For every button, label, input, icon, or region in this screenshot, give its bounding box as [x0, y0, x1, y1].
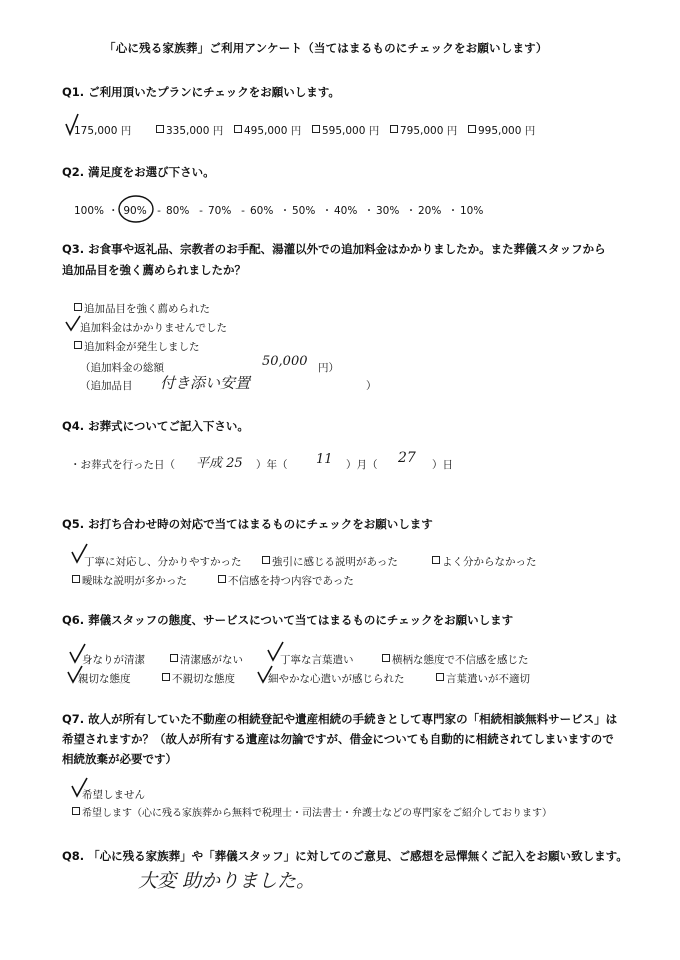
- q4-year-label: ）年（: [256, 459, 288, 471]
- q8-answer[interactable]: 大変 助かりました。: [138, 870, 316, 892]
- q2-option-60[interactable]: 60%: [250, 205, 274, 217]
- checkbox[interactable]: [156, 125, 164, 133]
- checkbox[interactable]: [74, 341, 82, 349]
- q4-era-year[interactable]: 平成 25: [196, 456, 243, 471]
- q3-label-line2: 追加品目を強く薦められましたか？: [62, 263, 246, 277]
- q7-label-line2: 希望されますか？（故人が所有する遺産は勿論ですが、借金についても自動的に相続されてしまいますので: [62, 732, 614, 746]
- q3-total-unit: 円）: [318, 362, 339, 374]
- q3-option-no-extra[interactable]: 追加料金はかかりませんでした: [80, 322, 227, 334]
- checkbox[interactable]: [234, 125, 242, 133]
- checkbox[interactable]: [382, 654, 390, 662]
- q4-prefix: ・お葬式を行った日（: [70, 459, 175, 471]
- q1-option-595000[interactable]: 595,000 円: [312, 123, 390, 138]
- checkbox[interactable]: [468, 125, 476, 133]
- q2-option-40[interactable]: 40%: [334, 205, 358, 217]
- q6-option-bad-speech[interactable]: 言葉遣いが不適切: [436, 671, 530, 686]
- q1-option-175000[interactable]: 175,000 円: [74, 125, 132, 137]
- q3-label-line1: Q3. お食事や返礼品、宗教者のお手配、湯灌以外での追加料金はかかりましたか。また葬儀スタッフから: [62, 242, 606, 256]
- q6-option-attentive[interactable]: 細やかな心遣いが感じられた: [268, 673, 405, 685]
- checkbox[interactable]: [390, 125, 398, 133]
- q2-label: Q2. 満足度をお選び下さい。: [62, 165, 215, 179]
- q6-option-kind[interactable]: 親切な態度: [78, 673, 131, 685]
- checkbox[interactable]: [436, 673, 444, 681]
- q2-option-10[interactable]: 10%: [460, 205, 484, 217]
- q1-option-495000[interactable]: 495,000 円: [234, 123, 312, 138]
- q5-option-vague[interactable]: 曖昧な説明が多かった: [72, 573, 187, 588]
- q1-option-995000[interactable]: 995,000 円: [468, 123, 546, 138]
- q3-item-close: ）: [366, 380, 377, 392]
- q2-option-80[interactable]: 80%: [166, 205, 190, 217]
- q5-option-polite[interactable]: 丁寧に対応し、分かりやすかった: [84, 556, 242, 568]
- q2-selection-circle: [116, 193, 156, 225]
- q6-option-clean[interactable]: 身なりが清潔: [82, 654, 145, 666]
- q6-option-unkind[interactable]: 不親切な態度: [162, 671, 235, 686]
- q3-option-extra-occurred[interactable]: 追加料金が発生しました: [74, 339, 200, 354]
- checkbox[interactable]: [262, 556, 270, 564]
- q3-item-label: （追加品目: [80, 380, 133, 392]
- survey-title: 「心に残る家族葬」ご利用アンケート（当てはまるものにチェックをお願いします）: [104, 41, 548, 55]
- checkbox[interactable]: [432, 556, 440, 564]
- q6-option-arrogant[interactable]: 横柄な態度で不信感を感じた: [382, 652, 529, 667]
- q8-label: Q8. 「心に残る家族葬」や「葬儀スタッフ」に対してのご意見、ご感想を忌憚無くご記入をお願い致します。: [62, 849, 628, 863]
- checkbox[interactable]: [74, 303, 82, 311]
- checkbox[interactable]: [162, 673, 170, 681]
- q4-month-label: ）月（: [346, 459, 378, 471]
- q1-option-335000[interactable]: 335,000 円: [156, 123, 234, 138]
- q2-option-50[interactable]: 50%: [292, 205, 316, 217]
- q1-options: [74, 123, 546, 138]
- q7-label-line3: 相続放棄が必要です）: [62, 752, 177, 766]
- checkbox[interactable]: [170, 654, 178, 662]
- q4-day[interactable]: 27: [398, 450, 416, 466]
- q2-option-100[interactable]: 100%: [74, 205, 105, 217]
- q7-option-decline[interactable]: 希望しません: [82, 789, 145, 801]
- q4-label: Q4. お葬式についてご記入下さい。: [62, 419, 249, 433]
- q7-option-request[interactable]: 希望します（心に残る家族葬から無料で税理士・司法書士・弁護士などの専門家をご紹介しております）: [72, 804, 552, 819]
- q5-label: Q5. お打ち合わせ時の対応で当てはまるものにチェックをお願いします: [62, 517, 433, 531]
- q1-option-795000[interactable]: 795,000 円: [390, 123, 468, 138]
- q2-option-70[interactable]: 70%: [208, 205, 232, 217]
- q4-day-label: ）日: [432, 459, 453, 471]
- q2-option-90[interactable]: 90%: [123, 205, 147, 217]
- q6-label: Q6. 葬儀スタッフの態度、サービスについて当てはまるものにチェックをお願いします: [62, 613, 514, 627]
- q3-option-recommended[interactable]: 追加品目を強く薦められた: [74, 301, 210, 316]
- q3-item-value[interactable]: 付き添い安置: [160, 374, 251, 392]
- q6-option-polite-speech[interactable]: 丁寧な言葉遣い: [280, 654, 354, 666]
- q2-scale: 100% ・ 90% - 80% - 70% - 60% ・ 50% ・ 40% ・ 30% ・ 20% ・ 10%: [74, 203, 488, 218]
- q1-label: Q1. ご利用頂いたプランにチェックをお願いします。: [62, 85, 340, 99]
- q5-option-unclear[interactable]: よく分からなかった: [432, 554, 537, 569]
- q6-option-not-clean[interactable]: 清潔感がない: [170, 652, 243, 667]
- q5-option-distrust[interactable]: 不信感を持つ内容であった: [218, 573, 354, 588]
- q2-option-20[interactable]: 20%: [418, 205, 442, 217]
- q4-month[interactable]: 11: [316, 452, 333, 467]
- q3-total-label: （追加料金の総額: [80, 362, 164, 374]
- checkbox[interactable]: [72, 807, 80, 815]
- q2-option-30[interactable]: 30%: [376, 205, 400, 217]
- checkbox[interactable]: [312, 125, 320, 133]
- q7-label-line1: Q7. 故人が所有していた不動産の相続登記や遺産相続の手続きとして専門家の「相続相談無料サービス」は: [62, 712, 618, 726]
- checkbox[interactable]: [72, 575, 80, 583]
- q5-option-forceful[interactable]: 強引に感じる説明があった: [262, 554, 398, 569]
- q3-total-value[interactable]: 50,000: [262, 354, 308, 369]
- checkbox[interactable]: [218, 575, 226, 583]
